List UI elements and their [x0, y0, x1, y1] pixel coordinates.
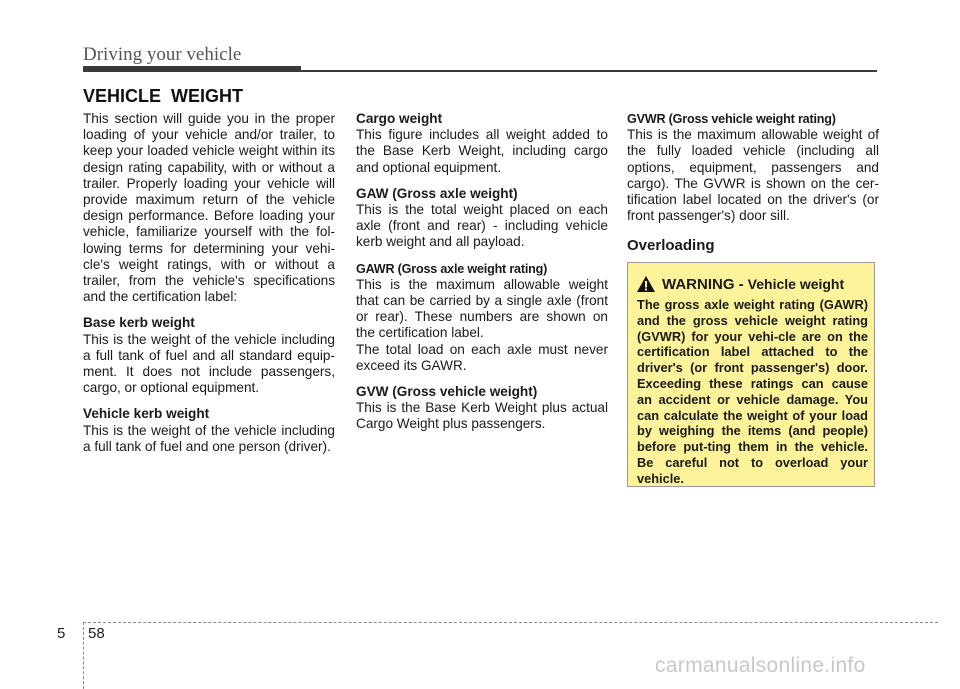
chapter-number: 5 [57, 625, 66, 642]
intro-paragraph: This section will guide you in the proper loading of your vehicle and/or trailer, to keep your loaded vehicle weight within its design rating capability, with or without a trailer. Properly loading your vehicle will provide maximum return of the vehicle design performance. Before loading your vehicle, familiarize yourself with the fol-lowing terms for determining your vehi-cle's weight ratings, with or without a trailer, from the vehicle's specifications and the certification label: [83, 111, 335, 305]
warning-header [636, 275, 844, 293]
warning-label: WARNING - [662, 275, 744, 293]
cargo-weight-term: Cargo weight [356, 111, 443, 126]
warning-triangle-icon [636, 275, 656, 293]
gaw-term: GAW (Gross axle weight) [356, 185, 518, 201]
overloading-heading: Overloading [627, 237, 715, 255]
warning-subject: Vehicle weight [747, 276, 845, 292]
gvw-text: This is the Base Kerb Weight plus actual Cargo Weight plus passengers. [356, 400, 608, 432]
warning-box [627, 262, 875, 487]
watermark: carmanualsonline.info [655, 654, 866, 677]
warning-text: The gross axle weight rating (GAWR) and the gross vehicle weight rating (GVWR) for your vehi-cle are on the certification label attached to the driver's (or front passenger's) door. Exceeding these ratings can cause an accident or vehicle damage. You can calculate the weight of your load by weighing the items (and people) before put-ting them in the vehicle. Be careful not to overload your vehicle. [637, 297, 868, 486]
header-rule-thin [301, 70, 877, 72]
gawr-text-2: The total load on each axle must never exceed its GAWR. [356, 341, 608, 373]
column-1 [83, 111, 335, 455]
gvw-term: GVW (Gross vehicle weight) [356, 384, 538, 400]
section-title: VEHICLE WEIGHT [83, 86, 244, 106]
base-kerb-weight-text: This is the weight of the vehicle including a full tank of fuel and all standard equip-ment. It does not include passengers, cargo, or optional equipment. [83, 331, 335, 396]
cargo-weight-text: This figure includes all weight added to the Base Kerb Weight, including cargo and optional equipment. [356, 127, 608, 175]
column-3 [627, 111, 879, 255]
header-title: Driving your vehicle [83, 44, 242, 65]
gvwr-term: GVWR (Gross vehicle weight rating) [627, 112, 836, 126]
gawr-text-1: This is the maximum allowable weight that can be carried by a single axle (front or rear). These numbers are shown on the certification label. [356, 276, 608, 341]
footer-divider [83, 622, 84, 689]
base-kerb-weight-term: Base kerb weight [83, 315, 195, 331]
vehicle-kerb-weight-term: Vehicle kerb weight [83, 406, 210, 422]
gaw-text: This is the total weight placed on each axle (front and rear) - including vehicle kerb weight and all payload. [356, 202, 608, 250]
column-2 [356, 111, 608, 433]
gvwr-text: This is the maximum allowable weight of the fully loaded vehicle (including all options, equipment, passengers and cargo). The GVWR is shown on the cer-tification label located on the driver's (or front passenger's) door sill. [627, 127, 879, 224]
page-number: 58 [88, 625, 105, 642]
footer-rule [83, 622, 938, 623]
vehicle-kerb-weight-text: This is the weight of the vehicle including a full tank of fuel and one person (driver). [83, 422, 335, 454]
gawr-term: GAWR (Gross axle weight rating) [356, 261, 548, 276]
header-rule-thick [83, 66, 301, 72]
